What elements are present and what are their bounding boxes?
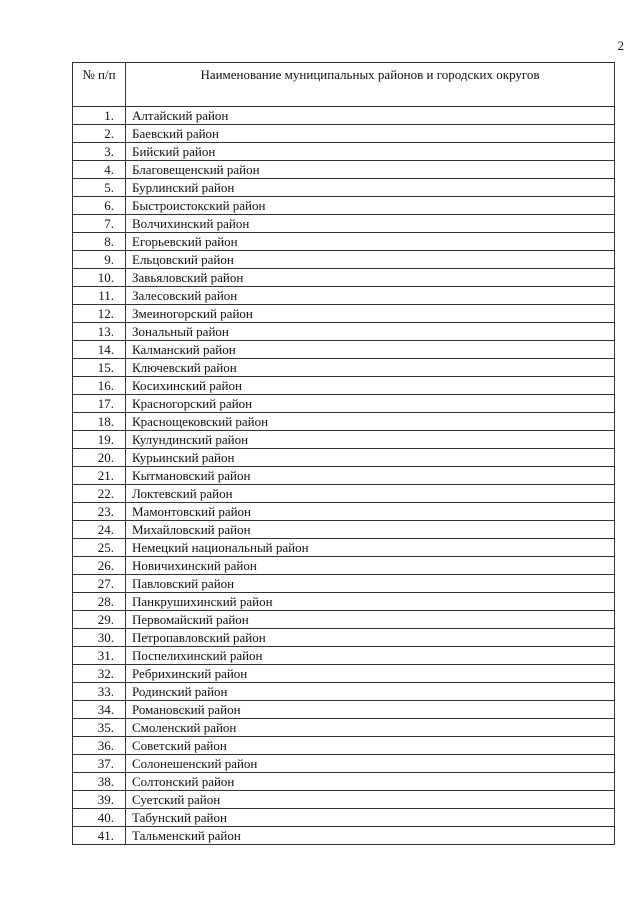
row-name-cell: Краснощековский район	[126, 413, 615, 431]
row-number-cell: 18.	[73, 413, 126, 431]
row-name-cell: Красногорский район	[126, 395, 615, 413]
districts-table	[72, 62, 615, 845]
table-row	[73, 485, 615, 503]
row-name-cell: Калманский район	[126, 341, 615, 359]
row-name-cell: Егорьевский район	[126, 233, 615, 251]
row-number-cell: 29.	[73, 611, 126, 629]
row-number-cell: 35.	[73, 719, 126, 737]
table-row	[73, 233, 615, 251]
table-row	[73, 593, 615, 611]
header-name: Наименование муниципальных районов и городских округов	[126, 63, 615, 107]
row-number-cell: 14.	[73, 341, 126, 359]
row-number-cell: 41.	[73, 827, 126, 845]
table-row	[73, 539, 615, 557]
row-number-cell: 32.	[73, 665, 126, 683]
row-number-cell: 27.	[73, 575, 126, 593]
table-header-row	[73, 63, 615, 107]
table-row	[73, 125, 615, 143]
row-number-cell: 19.	[73, 431, 126, 449]
row-number-cell: 22.	[73, 485, 126, 503]
table-row	[73, 791, 615, 809]
row-name-cell: Солтонский район	[126, 773, 615, 791]
row-name-cell: Быстроистокский район	[126, 197, 615, 215]
table-row	[73, 611, 615, 629]
row-name-cell: Благовещенский район	[126, 161, 615, 179]
row-name-cell: Советский район	[126, 737, 615, 755]
table-row	[73, 557, 615, 575]
table-row	[73, 773, 615, 791]
row-number-cell: 12.	[73, 305, 126, 323]
table-row	[73, 431, 615, 449]
row-name-cell: Завьяловский район	[126, 269, 615, 287]
table-row	[73, 701, 615, 719]
row-number-cell: 4.	[73, 161, 126, 179]
row-number-cell: 20.	[73, 449, 126, 467]
table-row	[73, 179, 615, 197]
table-row	[73, 755, 615, 773]
row-name-cell: Панкрушихинский район	[126, 593, 615, 611]
row-name-cell: Баевский район	[126, 125, 615, 143]
header-number: № п/п	[73, 63, 126, 107]
table-row	[73, 107, 615, 125]
table-row	[73, 719, 615, 737]
table-row	[73, 323, 615, 341]
table-row	[73, 413, 615, 431]
table-row	[73, 827, 615, 845]
table-row	[73, 269, 615, 287]
row-name-cell: Павловский район	[126, 575, 615, 593]
table-row	[73, 161, 615, 179]
row-name-cell: Первомайский район	[126, 611, 615, 629]
row-number-cell: 37.	[73, 755, 126, 773]
table-row	[73, 377, 615, 395]
row-name-cell: Залесовский район	[126, 287, 615, 305]
row-name-cell: Тальменский район	[126, 827, 615, 845]
row-number-cell: 25.	[73, 539, 126, 557]
table-row	[73, 197, 615, 215]
row-number-cell: 17.	[73, 395, 126, 413]
row-number-cell: 36.	[73, 737, 126, 755]
row-number-cell: 40.	[73, 809, 126, 827]
row-name-cell: Мамонтовский район	[126, 503, 615, 521]
row-number-cell: 5.	[73, 179, 126, 197]
row-name-cell: Курьинский район	[126, 449, 615, 467]
table-row	[73, 737, 615, 755]
row-number-cell: 21.	[73, 467, 126, 485]
row-number-cell: 24.	[73, 521, 126, 539]
row-name-cell: Романовский район	[126, 701, 615, 719]
table-row	[73, 395, 615, 413]
row-name-cell: Кытмановский район	[126, 467, 615, 485]
row-name-cell: Немецкий национальный район	[126, 539, 615, 557]
row-number-cell: 31.	[73, 647, 126, 665]
row-number-cell: 38.	[73, 773, 126, 791]
table-row	[73, 629, 615, 647]
row-name-cell: Косихинский район	[126, 377, 615, 395]
row-number-cell: 33.	[73, 683, 126, 701]
row-name-cell: Зональный район	[126, 323, 615, 341]
table-row	[73, 449, 615, 467]
row-number-cell: 1.	[73, 107, 126, 125]
row-name-cell: Ельцовский район	[126, 251, 615, 269]
row-name-cell: Ключевский район	[126, 359, 615, 377]
table-body	[73, 107, 615, 845]
row-number-cell: 3.	[73, 143, 126, 161]
row-name-cell: Ребрихинский район	[126, 665, 615, 683]
row-name-cell: Михайловский район	[126, 521, 615, 539]
row-name-cell: Поспелихинский район	[126, 647, 615, 665]
table-row	[73, 251, 615, 269]
table-row	[73, 305, 615, 323]
row-name-cell: Кулундинский район	[126, 431, 615, 449]
table-row	[73, 647, 615, 665]
table-row	[73, 215, 615, 233]
row-number-cell: 2.	[73, 125, 126, 143]
row-number-cell: 16.	[73, 377, 126, 395]
table-row	[73, 341, 615, 359]
row-name-cell: Новичихинский район	[126, 557, 615, 575]
page-number: 2	[617, 38, 624, 53]
table-row	[73, 809, 615, 827]
row-number-cell: 23.	[73, 503, 126, 521]
row-number-cell: 15.	[73, 359, 126, 377]
row-name-cell: Локтевский район	[126, 485, 615, 503]
row-name-cell: Петропавловский район	[126, 629, 615, 647]
row-number-cell: 13.	[73, 323, 126, 341]
row-number-cell: 30.	[73, 629, 126, 647]
row-number-cell: 11.	[73, 287, 126, 305]
row-name-cell: Смоленский район	[126, 719, 615, 737]
row-number-cell: 28.	[73, 593, 126, 611]
table-row	[73, 683, 615, 701]
table-row	[73, 503, 615, 521]
row-number-cell: 26.	[73, 557, 126, 575]
row-number-cell: 9.	[73, 251, 126, 269]
row-number-cell: 39.	[73, 791, 126, 809]
table-row	[73, 359, 615, 377]
row-name-cell: Змеиногорский район	[126, 305, 615, 323]
row-number-cell: 8.	[73, 233, 126, 251]
table-row	[73, 467, 615, 485]
table-row	[73, 575, 615, 593]
row-name-cell: Волчихинский район	[126, 215, 615, 233]
table-row	[73, 143, 615, 161]
row-name-cell: Родинский район	[126, 683, 615, 701]
row-name-cell: Суетский район	[126, 791, 615, 809]
table-row	[73, 665, 615, 683]
row-number-cell: 10.	[73, 269, 126, 287]
row-number-cell: 34.	[73, 701, 126, 719]
table-row	[73, 287, 615, 305]
row-name-cell: Бурлинский район	[126, 179, 615, 197]
row-name-cell: Солонешенский район	[126, 755, 615, 773]
row-name-cell: Алтайский район	[126, 107, 615, 125]
row-name-cell: Табунский район	[126, 809, 615, 827]
row-number-cell: 7.	[73, 215, 126, 233]
table-row	[73, 521, 615, 539]
row-name-cell: Бийский район	[126, 143, 615, 161]
row-number-cell: 6.	[73, 197, 126, 215]
